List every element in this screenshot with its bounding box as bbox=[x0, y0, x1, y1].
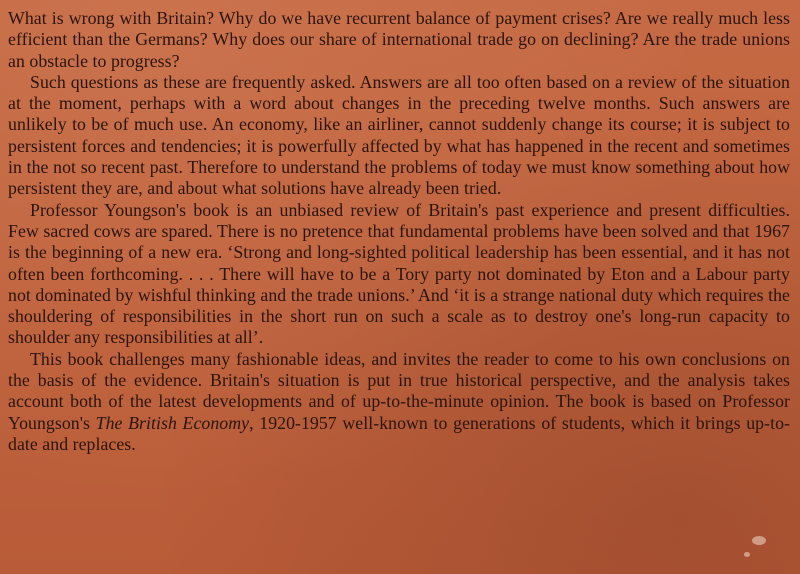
paragraph-text-after-title: , 1920-1957 well-known to generations of students, which it brings up-to-date and replaces. bbox=[8, 412, 790, 454]
paragraph-questions-asked: Such questions as these are frequently asked. Answers are all too often based on a review of the situation at the moment, perhaps with a word about changes in the preceding twelve months. Such answers are unlikely to be of much use. An economy, like an airliner, cannot suddenly change its course; it is subject to persistent forces and tendencies; it is powerfully affected by what has happened in the recent and sometimes in the not so recent past. Therefore to understand the problems of today we must know something about how persistent they are, and about what solutions have already been tried. bbox=[8, 71, 790, 199]
paragraph-text-before-title: This book challenges many fashionable ideas, and invites the reader to come to his own conclusions on the basis of the evidence. Britain's situation is put in true historical perspective, and the analysis takes account both of the latest developments and of up-to-the-minute opinion. The book is based on Professor Youngson's bbox=[8, 348, 790, 433]
paragraph-youngson-review: Professor Youngson's book is an unbiased review of Britain's past experience and present difficulties. Few sacred cows are spared. There is no pretence that fundamental problems have been solved and that 1967 is the beginning of a new era. ‘Strong and long-sighted political leadership has been essential, and it has not often been forthcoming. . . . There will have to be a Tory party not dominated by Eton and a Labour party not dominated by wishful thinking and the trade unions.’ And ‘it is a strange national duty which requires the shouldering of responsibilities in the short run on such a scale as to destroy one's long-run capacity to shoulder any responsibilities at all’. bbox=[8, 199, 790, 348]
paragraph-questions: What is wrong with Britain? Why do we have recurrent balance of payment crises? Are we really much less efficient than the Germans? Why does our share of international trade go on declining? Are the trade unions an obstacle to progress? bbox=[8, 8, 790, 71]
paragraph-book-challenges bbox=[8, 349, 790, 455]
book-title-italic: The British Economy bbox=[95, 412, 250, 433]
blurb-text-block bbox=[8, 8, 790, 568]
